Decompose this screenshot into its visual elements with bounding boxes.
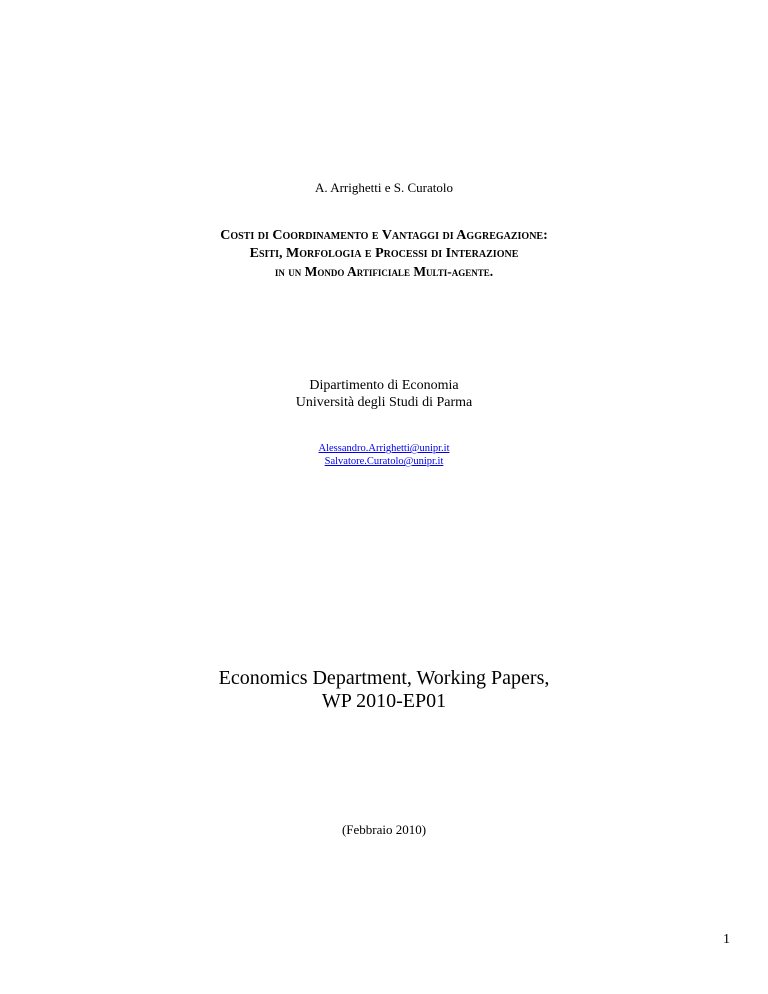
title-line-3: in un Mondo Artificiale Multi-agente. bbox=[274, 264, 494, 279]
email-link-curatolo[interactable]: Salvatore.Curatolo@unipr.it bbox=[324, 456, 444, 467]
working-paper-series bbox=[0, 667, 768, 713]
series-number: WP 2010-EP01 bbox=[321, 690, 447, 712]
publication-date: (Febbraio 2010) bbox=[341, 822, 427, 837]
series-name: Economics Department, Working Papers, bbox=[218, 667, 550, 689]
page-number: 1 bbox=[723, 932, 730, 947]
paper-title bbox=[0, 227, 768, 281]
title-line-2: Esiti, Morfologia e Processi di Interazione bbox=[249, 246, 519, 261]
affiliation bbox=[0, 377, 768, 411]
authors: A. Arrighetti e S. Curatolo bbox=[315, 180, 453, 195]
university-name: Università degli Studi di Parma bbox=[295, 395, 473, 410]
email-link-arrighetti[interactable]: Alessandro.Arrighetti@unipr.it bbox=[318, 443, 450, 454]
contact-emails bbox=[0, 442, 768, 468]
title-line-1: Costi di Coordinamento e Vantaggi di Aggregazione: bbox=[220, 228, 548, 243]
department-name: Dipartimento di Economia bbox=[309, 378, 459, 393]
